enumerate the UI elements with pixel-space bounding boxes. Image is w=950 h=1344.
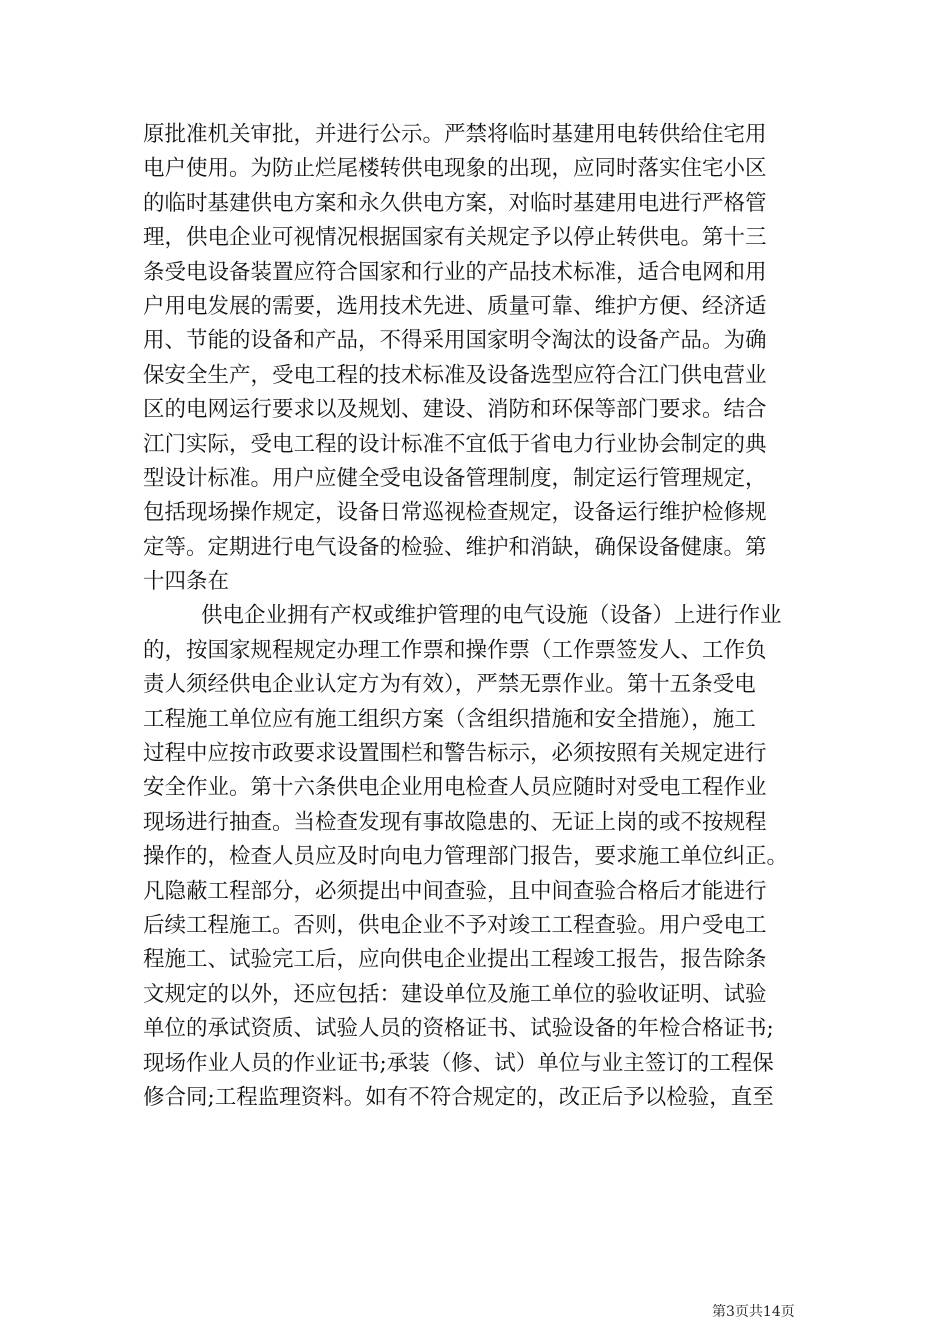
text-line: 十四条在 bbox=[143, 569, 230, 595]
text-line: 的临时基建供电方案和永久供电方案，对临时基建用电进行严格管 bbox=[143, 190, 767, 216]
text-line: 程施工、试验完工后，应向供电企业提出工程竣工报告，报告除条 bbox=[143, 947, 767, 973]
text-line: 操作的，检查人员应及时向电力管理部门报告，要求施工单位纠正。 bbox=[143, 844, 789, 870]
text-line: 理，供电企业可视情况根据国家有关规定予以停止转供电。第十三 bbox=[143, 225, 767, 251]
text-line: 定等。定期进行电气设备的检验、维护和消缺，确保设备健康。第 bbox=[143, 534, 767, 560]
text-line: 江门实际，受电工程的设计标准不宜低于省电力行业协会制定的典 bbox=[143, 431, 767, 457]
text-line: 的，按国家规程规定办理工作票和操作票（工作票签发人、工作负 bbox=[143, 637, 767, 663]
text-line: 过程中应按市政要求设置围栏和警告标示，必须按照有关规定进行 bbox=[143, 741, 767, 767]
text-line: 单位的承试资质、试验人员的资格证书、试验设备的年检合格证书; bbox=[143, 1016, 774, 1042]
text-line: 用、节能的设备和产品，不得采用国家明令淘汰的设备产品。为确 bbox=[143, 328, 767, 354]
text-line: 工程施工单位应有施工组织方案（含组织措施和安全措施），施工 bbox=[143, 706, 756, 732]
text-line: 修合同;工程监理资料。如有不符合规定的，改正后予以检验，直至 bbox=[143, 1084, 774, 1110]
text-line: 原批准机关审批，并进行公示。严禁将临时基建用电转供给住宅用 bbox=[143, 122, 767, 147]
text-line: 户用电发展的需要，选用技术先进、质量可靠、维护方便、经济适 bbox=[143, 293, 767, 319]
text-line: 后续工程施工。否则，供电企业不予对竣工工程查验。用户受电工 bbox=[143, 912, 767, 938]
text-line: 凡隐蔽工程部分，必须提出中间查验，且中间查验合格后才能进行 bbox=[143, 878, 767, 904]
page-number: 第3页共14页 bbox=[712, 1304, 795, 1320]
text-line: 现场作业人员的作业证书;承装（修、试）单位与业主签订的工程保 bbox=[143, 1050, 774, 1076]
text-line: 区的电网运行要求以及规划、建设、消防和环保等部门要求。结合 bbox=[143, 397, 767, 423]
paragraph-first-line: 供电企业拥有产权或维护管理的电气设施（设备）上进行作业 bbox=[201, 603, 782, 629]
text-line: 安全作业。第十六条供电企业用电检查人员应随时对受电工程作业 bbox=[143, 775, 767, 801]
text-line: 型设计标准。用户应健全受电设备管理制度，制定运行管理规定， bbox=[143, 465, 767, 491]
text-line: 文规定的以外，还应包括：建设单位及施工单位的验收证明、试验 bbox=[143, 981, 767, 1007]
text-line: 条受电设备装置应符合国家和行业的产品技术标准，适合电网和用 bbox=[143, 259, 767, 285]
text-line: 现场进行抽查。当检查发现有事故隐患的、无证上岗的或不按规程 bbox=[143, 809, 767, 835]
text-line: 包括现场操作规定，设备日常巡视检查规定，设备运行维护检修规 bbox=[143, 500, 767, 526]
text-line: 保安全生产，受电工程的技术标准及设备选型应符合江门供电营业 bbox=[143, 362, 767, 388]
text-line: 电户使用。为防止烂尾楼转供电现象的出现，应同时落实住宅小区 bbox=[143, 156, 767, 182]
text-line: 责人须经供电企业认定方为有效），严禁无票作业。第十五条受电 bbox=[143, 672, 756, 698]
body-text bbox=[143, 118, 813, 1115]
